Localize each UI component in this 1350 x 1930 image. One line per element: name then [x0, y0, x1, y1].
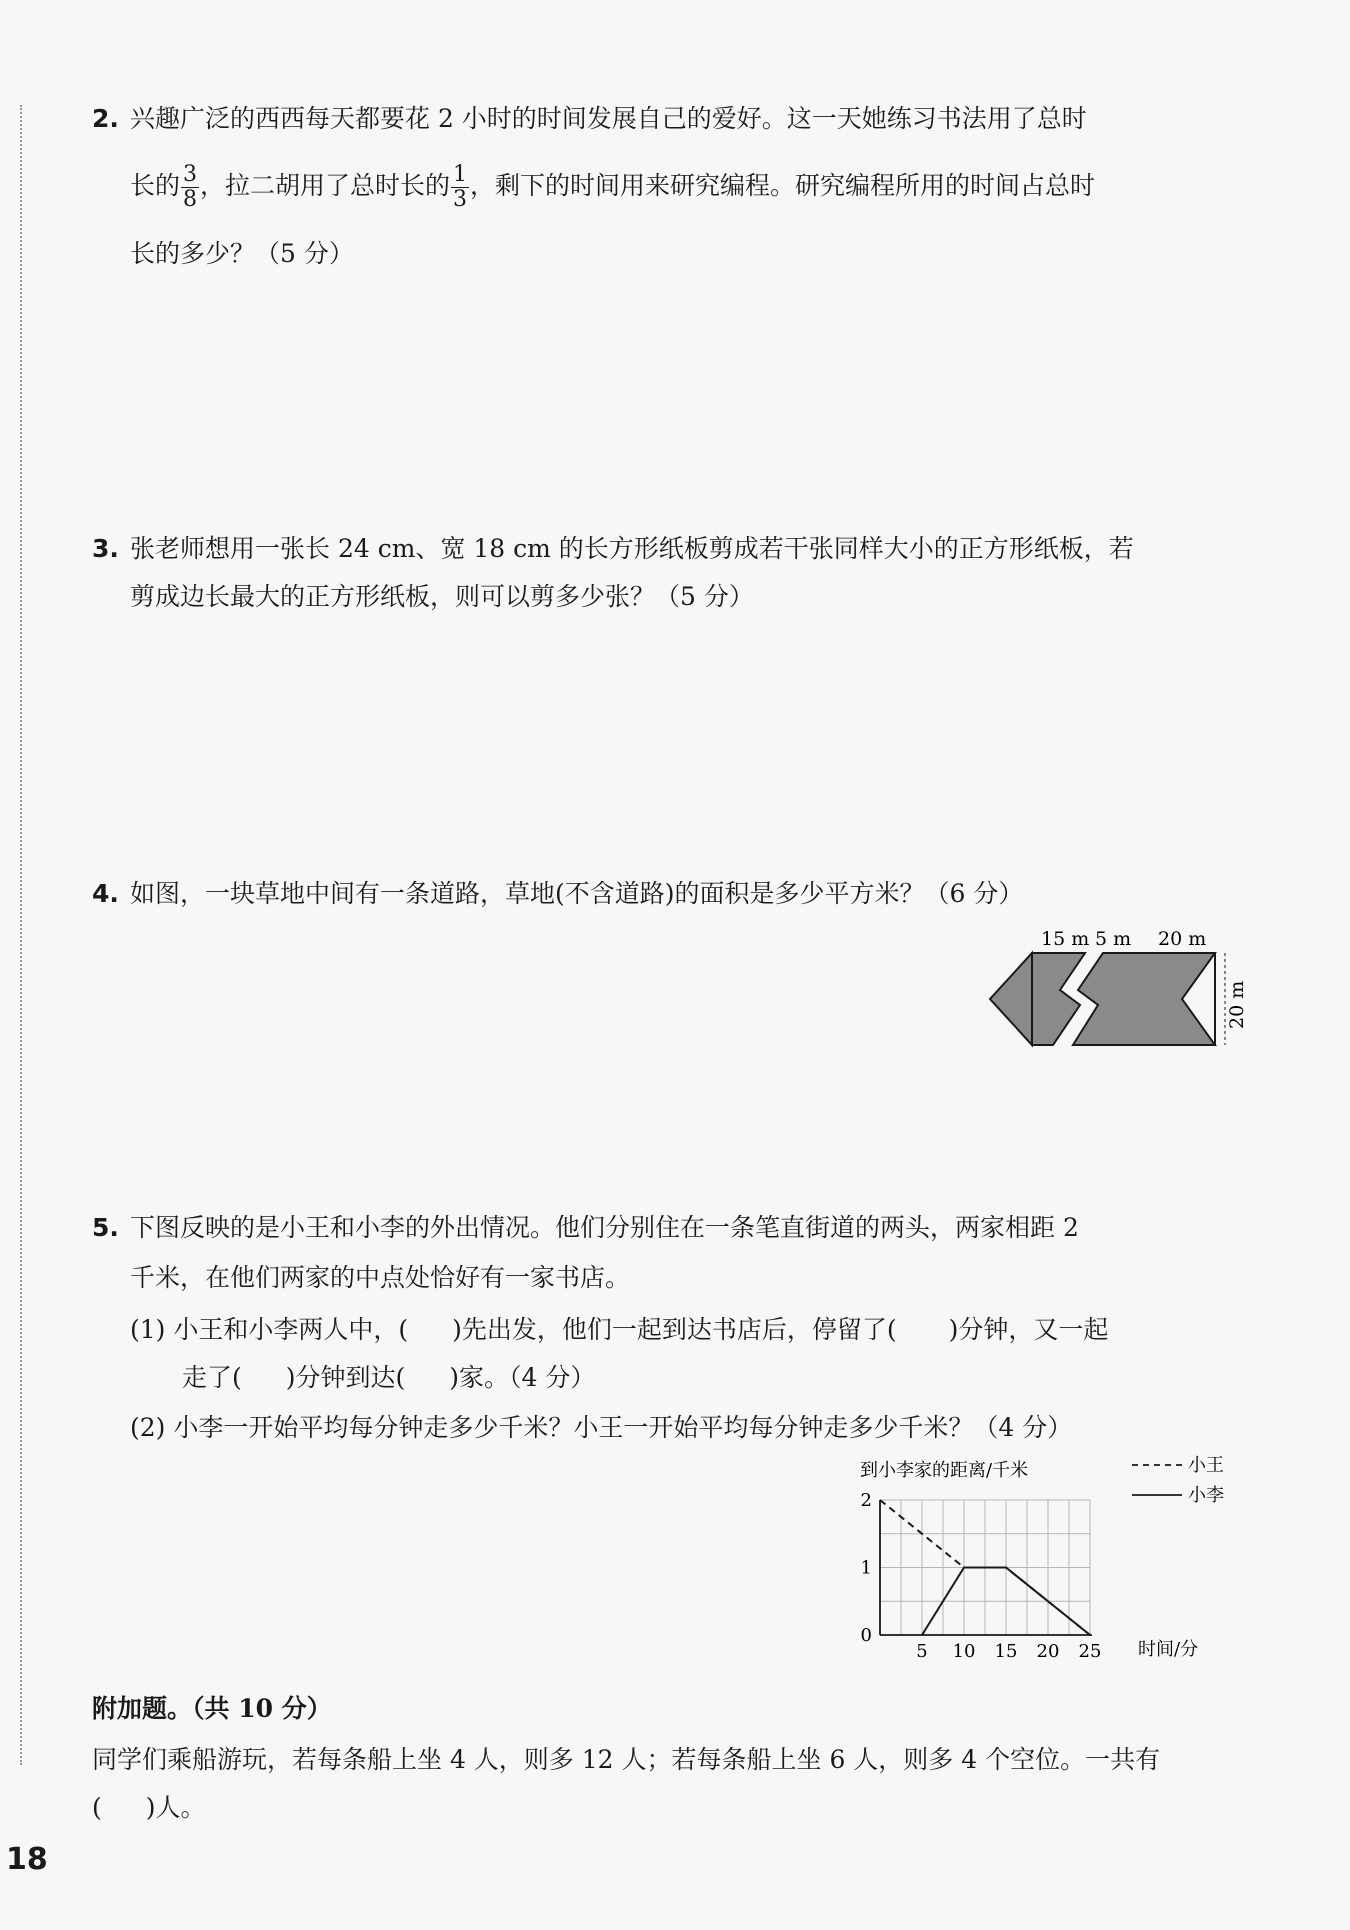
- y-tick-label: 2: [860, 1490, 872, 1511]
- text-fragment: )人。: [145, 1793, 206, 1822]
- text-fragment: (1) 小王和小李两人中，(: [130, 1315, 409, 1344]
- fraction-numerator: 3: [183, 162, 198, 187]
- bonus-text-line: [92, 1788, 206, 1824]
- question-text-line: 下图反映的是小王和小李的外出情况。他们分别住在一条笔直街道的两头，两家相距 2: [130, 1213, 1079, 1242]
- bonus-title: 附加题。（共 10 分）: [92, 1694, 332, 1723]
- chart-y-axis-title: 到小李家的距离/千米: [860, 1460, 1029, 1481]
- lawn-left-piece: [990, 953, 1085, 1045]
- text-fragment: )家。（4 分）: [449, 1363, 596, 1392]
- label-20m-top: 20 m: [1158, 928, 1207, 950]
- fraction-numerator: 1: [453, 162, 468, 187]
- page-number: 18: [6, 1842, 48, 1877]
- legend-label-xiaowang: 小王: [1188, 1455, 1224, 1476]
- text-fragment: )先出发，他们一起到达书店后，停留了(: [452, 1315, 897, 1344]
- fraction-denominator: 3: [453, 187, 468, 212]
- fraction-denominator: 8: [183, 187, 198, 212]
- question-text-line: 如图，一块草地中间有一条道路，草地(不含道路)的面积是多少平方米？（6 分）: [130, 879, 1024, 908]
- question-number: 5.: [92, 1213, 119, 1242]
- question-text-line: 千米，在他们两家的中点处恰好有一家书店。: [130, 1263, 631, 1292]
- x-tick-label: 25: [1078, 1641, 1102, 1660]
- x-tick-label: 20: [1036, 1641, 1060, 1660]
- distance-time-chart: [820, 1455, 1270, 1660]
- y-tick-label: 0: [860, 1625, 872, 1646]
- question-number: 3.: [92, 534, 119, 563]
- text-fragment: 长的: [130, 171, 181, 200]
- question-text-line: 长的多少？（5 分）: [130, 239, 354, 268]
- text-fragment: )分钟，又一起: [948, 1315, 1109, 1344]
- binding-margin-dotted-line: [20, 105, 22, 1765]
- fraction-three-eighths: [181, 163, 199, 212]
- sub-question-1: [130, 1314, 1108, 1346]
- x-tick-label: 10: [952, 1641, 976, 1660]
- question-text-line: [130, 163, 1095, 212]
- question-number: 2.: [92, 104, 119, 133]
- question-text-line: 张老师想用一张长 24 cm、宽 18 cm 的长方形纸板剪成若干张同样大小的正方形纸板，若: [130, 534, 1134, 563]
- text-fragment: (: [92, 1793, 102, 1822]
- text-fragment: 走了(: [182, 1363, 242, 1392]
- question-number: 4.: [92, 879, 119, 908]
- chart-x-axis-label: 时间/分: [1138, 1639, 1199, 1660]
- question-text-line: 剪成边长最大的正方形纸板，则可以剪多少张？（5 分）: [130, 582, 754, 611]
- legend-label-xiaoli: 小李: [1188, 1485, 1224, 1506]
- sub-question-2: (2) 小李一开始平均每分钟走多少千米？小王一开始平均每分钟走多少千米？（4 分）: [130, 1413, 1073, 1442]
- x-tick-label: 5: [916, 1641, 928, 1660]
- label-20m-side: 20 m: [1226, 980, 1248, 1029]
- text-fragment: )分钟到达(: [285, 1363, 406, 1392]
- fraction-one-third: [451, 163, 469, 212]
- lawn-road-figure: [975, 925, 1260, 1060]
- x-tick-label: 15: [994, 1641, 1018, 1660]
- chart-legend: [1132, 1455, 1224, 1506]
- text-fragment: ，剩下的时间用来研究编程。研究编程所用的时间占总时: [470, 171, 1096, 200]
- question-text-line: 兴趣广泛的西西每天都要花 2 小时的时间发展自己的爱好。这一天她练习书法用了总时: [130, 104, 1087, 133]
- text-fragment: ，拉二胡用了总时长的: [200, 171, 451, 200]
- y-tick-label: 1: [860, 1557, 872, 1579]
- sub-question-1-cont: [182, 1362, 595, 1394]
- label-15m: 15 m: [1041, 928, 1090, 950]
- label-5m: 5 m: [1095, 928, 1132, 950]
- bonus-text-line: 同学们乘船游玩，若每条船上坐 4 人，则多 12 人；若每条船上坐 6 人，则多 4 个空位。一共有: [92, 1745, 1161, 1774]
- lawn-right-piece: [1073, 953, 1215, 1045]
